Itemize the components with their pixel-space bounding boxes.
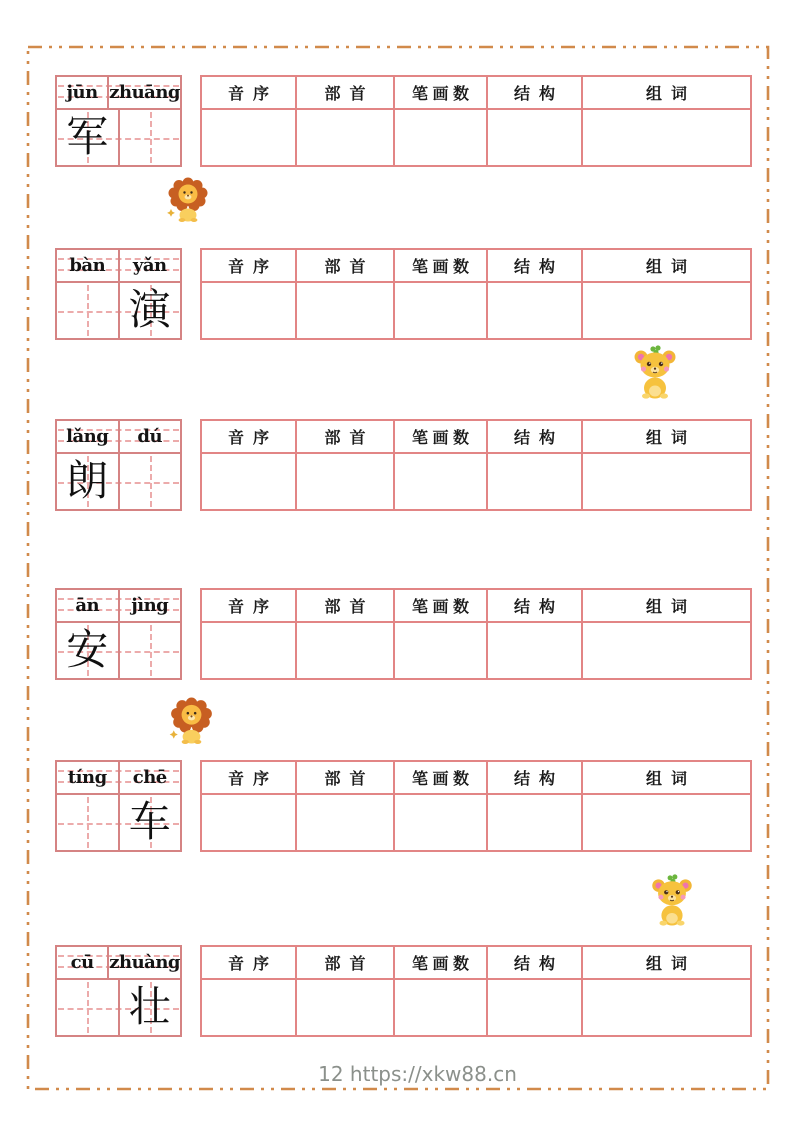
- empty-cell: [296, 622, 394, 679]
- tianzige-cell: [118, 110, 181, 165]
- tianzige-cell: [118, 454, 181, 509]
- worksheet-row: [0, 588, 793, 680]
- header-bushou: 部 首: [296, 76, 394, 109]
- header-jiegou: 结 构: [487, 761, 582, 794]
- empty-cell: [582, 794, 751, 851]
- worksheet-row: [0, 945, 793, 1037]
- header-zuci: 组 词: [582, 249, 751, 282]
- header-zuci: 组 词: [582, 76, 751, 109]
- tianzige-cell: [57, 980, 118, 1035]
- character: 演: [128, 287, 171, 334]
- empty-cell: [582, 109, 751, 166]
- tianzige-cell: [118, 623, 181, 678]
- pinyin-cell: chē: [118, 762, 181, 793]
- pinyin-character-box: [55, 945, 182, 1037]
- pinyin-guide-row: [57, 250, 180, 283]
- empty-cell: [201, 109, 296, 166]
- header-yinxu: 音 序: [201, 420, 296, 453]
- empty-cell: [582, 282, 751, 339]
- lion-sticker-icon: [167, 177, 209, 222]
- header-zuci: 组 词: [582, 761, 751, 794]
- empty-cell: [394, 979, 487, 1036]
- empty-cell: [487, 453, 582, 510]
- tianzige-cell: [57, 454, 118, 509]
- dictation-table: [200, 760, 752, 852]
- pinyin-character-box: [55, 248, 182, 340]
- bear-sticker-icon: [647, 873, 697, 927]
- bear-sticker-icon: [629, 344, 681, 400]
- pinyin-guide-row: [57, 77, 180, 110]
- empty-cell: [394, 453, 487, 510]
- worksheet-row: [0, 75, 793, 167]
- empty-cell: [201, 453, 296, 510]
- empty-cell: [394, 794, 487, 851]
- header-bihuashu: 笔 画 数: [394, 589, 487, 622]
- pinyin-cell: zhuāng: [107, 77, 180, 108]
- empty-cell: [582, 622, 751, 679]
- empty-cell: [394, 622, 487, 679]
- pinyin-cell: ān: [75, 595, 100, 616]
- header-zuci: 组 词: [582, 420, 751, 453]
- character: 安: [66, 627, 109, 674]
- header-jiegou: 结 构: [487, 76, 582, 109]
- lion-sticker-icon: [169, 697, 214, 744]
- empty-cell: [296, 979, 394, 1036]
- character: 壮: [128, 984, 171, 1031]
- pinyin-cell: yǎn: [118, 250, 181, 281]
- pinyin-cell: tíng: [67, 767, 107, 788]
- header-bihuashu: 笔 画 数: [394, 76, 487, 109]
- pinyin-cell: zhuàng: [107, 947, 180, 978]
- header-jiegou: 结 构: [487, 249, 582, 282]
- empty-cell: [201, 794, 296, 851]
- dictation-table: [200, 419, 752, 511]
- pinyin-cell: jìng: [118, 590, 181, 621]
- footer-page-url[interactable]: 12 https://xkw88.cn: [318, 1062, 517, 1086]
- dictation-table: [200, 248, 752, 340]
- pinyin-character-box: [55, 588, 182, 680]
- empty-cell: [487, 622, 582, 679]
- pinyin-cell: bàn: [69, 255, 106, 276]
- header-yinxu: 音 序: [201, 589, 296, 622]
- empty-cell: [296, 282, 394, 339]
- pinyin-cell: dú: [118, 421, 181, 452]
- tianzige-row: [57, 283, 180, 338]
- header-jiegou: 结 构: [487, 589, 582, 622]
- pinyin-character-box: [55, 75, 182, 167]
- pinyin-cell: cū: [70, 952, 94, 973]
- empty-cell: [487, 109, 582, 166]
- tianzige-row: [57, 980, 180, 1035]
- empty-cell: [394, 282, 487, 339]
- character: 军: [66, 114, 109, 161]
- dictation-table: [200, 75, 752, 167]
- header-jiegou: 结 构: [487, 946, 582, 979]
- tianzige-cell: [57, 110, 118, 165]
- empty-cell: [296, 109, 394, 166]
- dictation-table: [200, 945, 752, 1037]
- pinyin-guide-row: [57, 762, 180, 795]
- header-bihuashu: 笔 画 数: [394, 761, 487, 794]
- header-bushou: 部 首: [296, 761, 394, 794]
- tianzige-row: [57, 795, 180, 850]
- tianzige-row: [57, 454, 180, 509]
- worksheet-row: [0, 248, 793, 340]
- empty-cell: [201, 622, 296, 679]
- header-bushou: 部 首: [296, 420, 394, 453]
- header-zuci: 组 词: [582, 589, 751, 622]
- worksheet-row: [0, 760, 793, 852]
- header-jiegou: 结 构: [487, 420, 582, 453]
- tianzige-cell: [57, 623, 118, 678]
- worksheet-row: [0, 419, 793, 511]
- empty-cell: [201, 979, 296, 1036]
- header-bihuashu: 笔 画 数: [394, 249, 487, 282]
- header-bihuashu: 笔 画 数: [394, 420, 487, 453]
- header-bushou: 部 首: [296, 589, 394, 622]
- header-yinxu: 音 序: [201, 249, 296, 282]
- pinyin-character-box: [55, 760, 182, 852]
- tianzige-cell: [57, 283, 118, 338]
- pinyin-guide-row: [57, 590, 180, 623]
- pinyin-character-box: [55, 419, 182, 511]
- header-zuci: 组 词: [582, 946, 751, 979]
- header-yinxu: 音 序: [201, 946, 296, 979]
- header-bushou: 部 首: [296, 946, 394, 979]
- empty-cell: [394, 109, 487, 166]
- empty-cell: [487, 979, 582, 1036]
- character: 朗: [66, 458, 109, 505]
- empty-cell: [582, 453, 751, 510]
- empty-cell: [296, 453, 394, 510]
- tianzige-cell: [57, 795, 118, 850]
- tianzige-cell: [118, 980, 181, 1035]
- pinyin-guide-row: [57, 947, 180, 980]
- header-bushou: 部 首: [296, 249, 394, 282]
- header-bihuashu: 笔 画 数: [394, 946, 487, 979]
- dictation-table: [200, 588, 752, 680]
- empty-cell: [487, 282, 582, 339]
- tianzige-cell: [118, 283, 181, 338]
- tianzige-row: [57, 110, 180, 165]
- pinyin-cell: lǎng: [66, 426, 109, 447]
- tianzige-cell: [118, 795, 181, 850]
- pinyin-guide-row: [57, 421, 180, 454]
- empty-cell: [487, 794, 582, 851]
- pinyin-cell: jūn: [66, 82, 98, 103]
- tianzige-row: [57, 623, 180, 678]
- empty-cell: [201, 282, 296, 339]
- header-yinxu: 音 序: [201, 761, 296, 794]
- empty-cell: [296, 794, 394, 851]
- empty-cell: [582, 979, 751, 1036]
- header-yinxu: 音 序: [201, 76, 296, 109]
- character: 车: [128, 799, 171, 846]
